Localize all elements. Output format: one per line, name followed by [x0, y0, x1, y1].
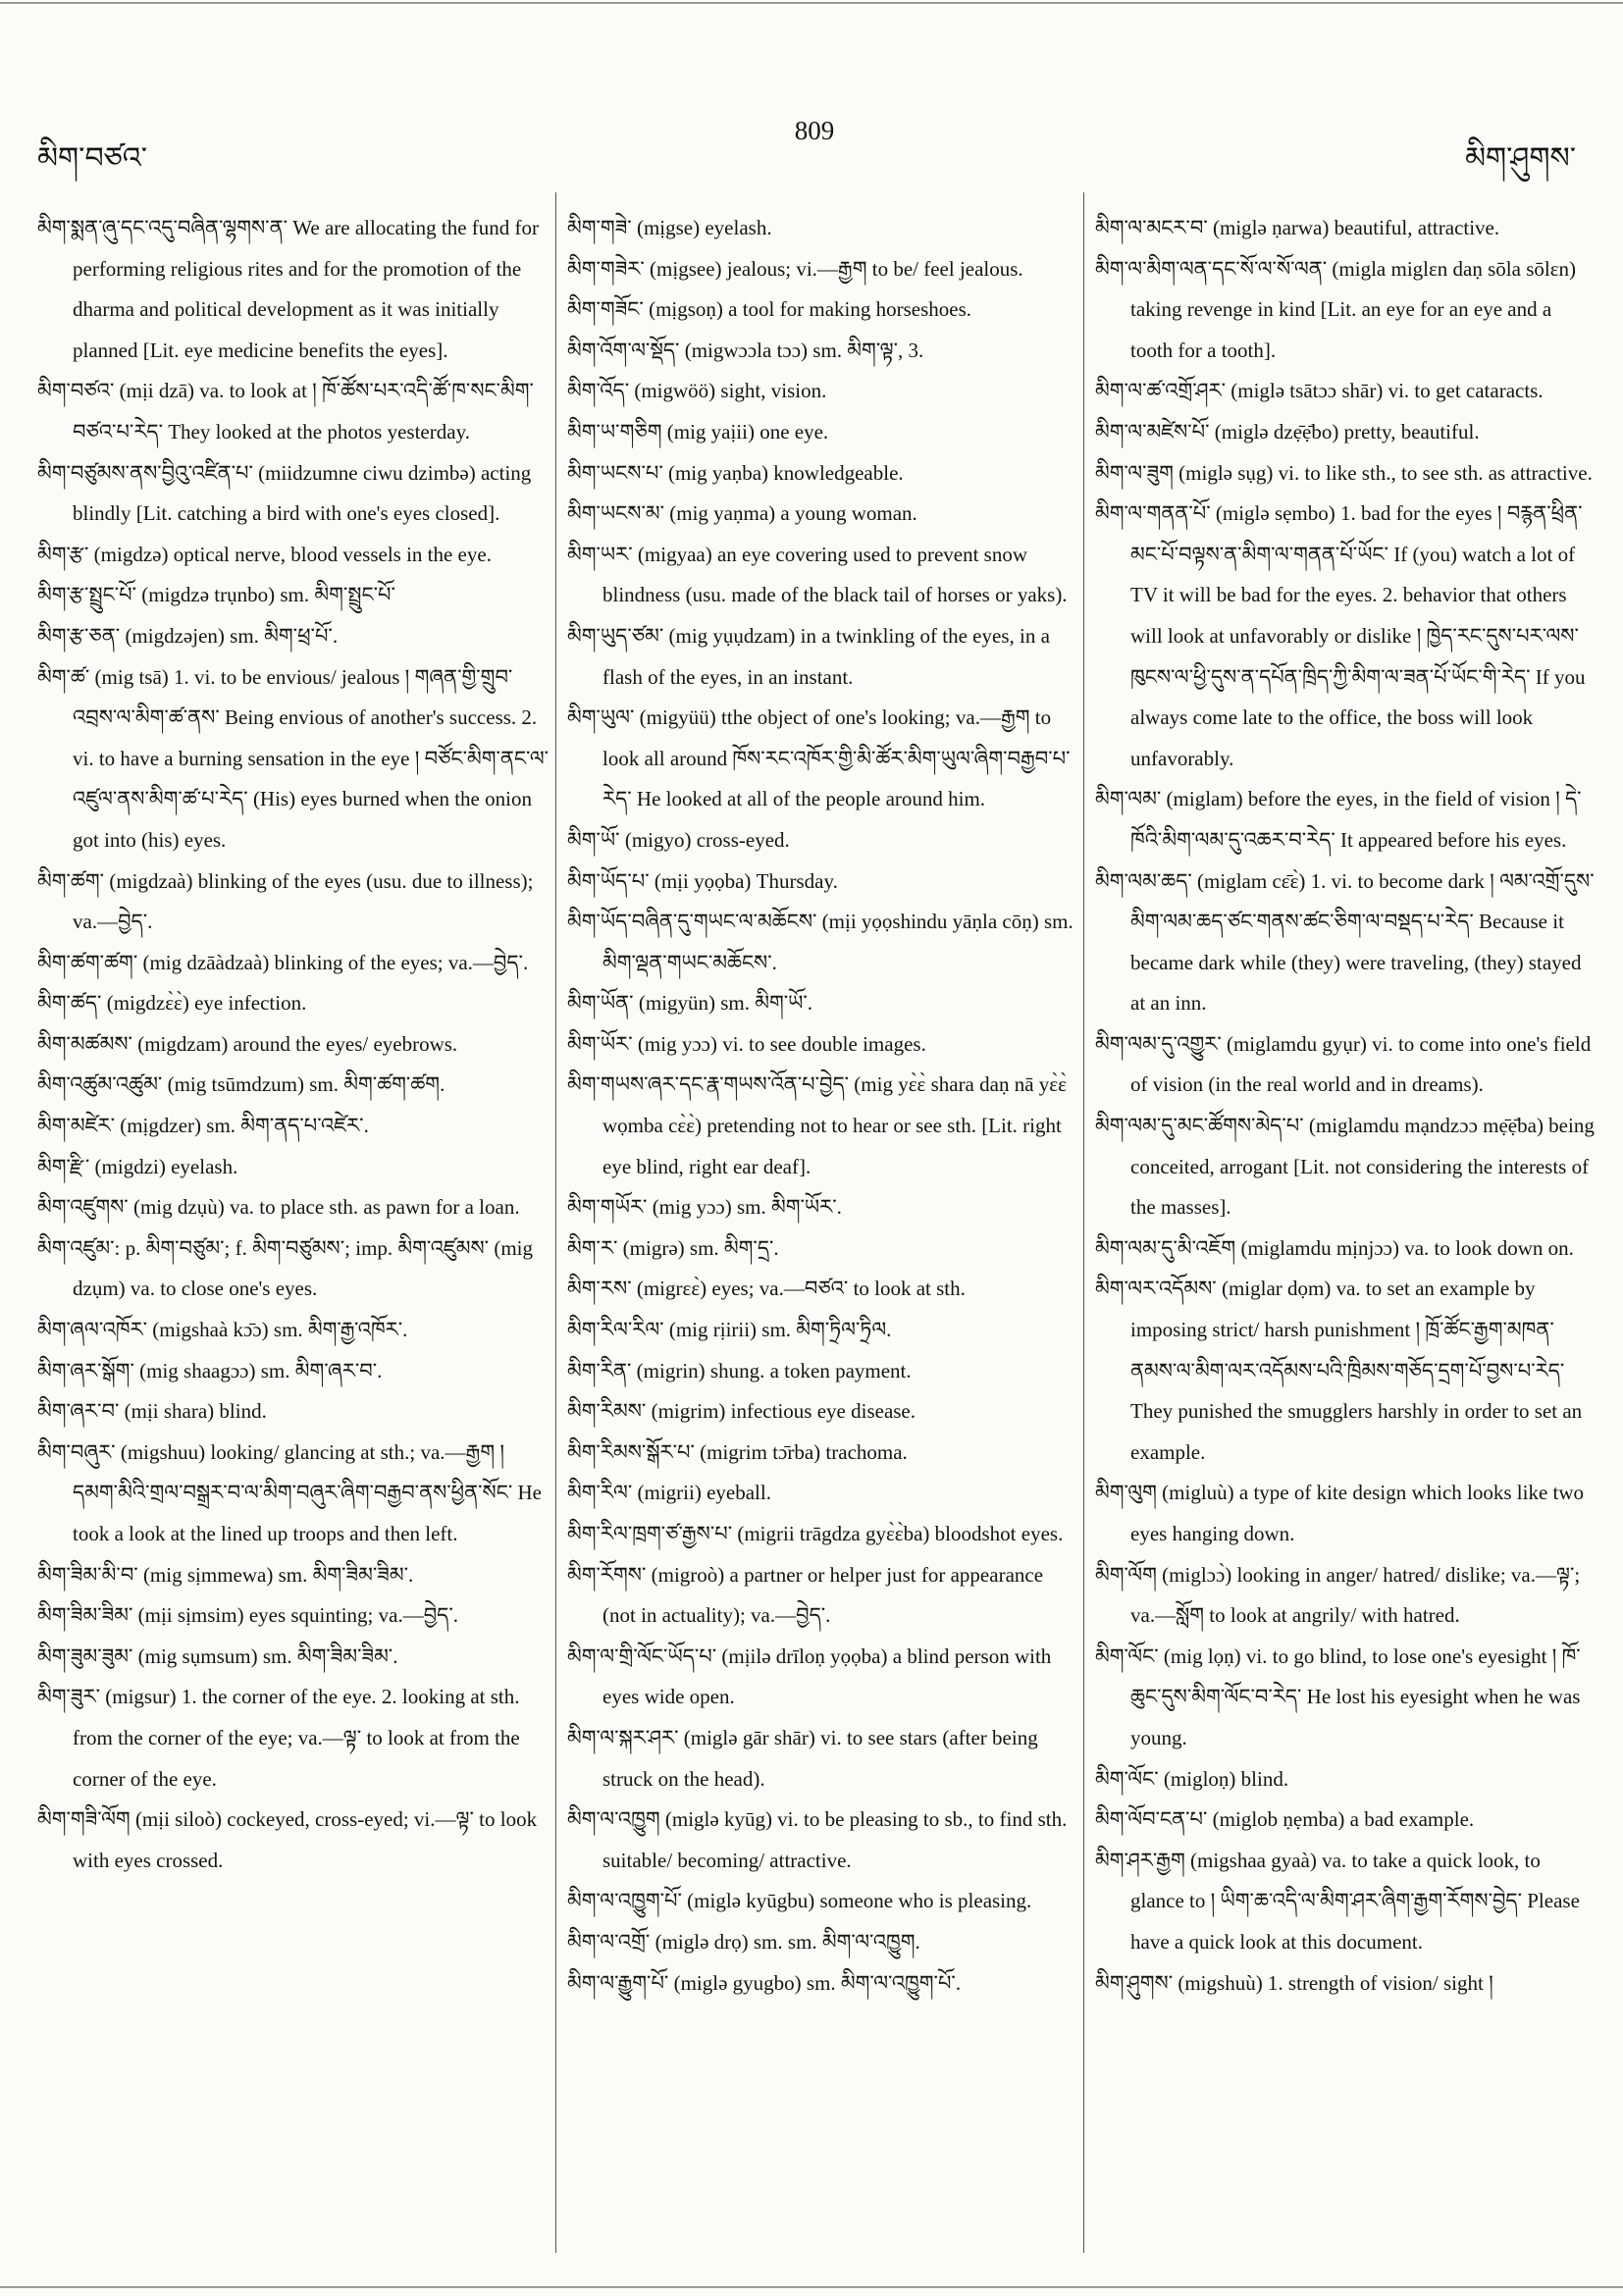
- dictionary-entry: མིག་རྩ་ (migdzə) optical nerve, blood vessels in the eye.: [37, 542, 492, 566]
- dictionary-entry: མིག་ལ་ཚ་འགྲོ་ཤར་ (miglə tsātɔɔ shār) vi. to get cataracts.: [1095, 379, 1544, 403]
- dictionary-entry: མིག་ཡོད་པ་ (mịi yọọba) Thursday.: [567, 868, 838, 893]
- dictionary-entry: མིག་ལ་ཟུག (miglə sụg) vi. to like sth., to see sth. as attractive.: [1095, 460, 1593, 485]
- dictionary-entry: མིག་ཚག་ཚག་ (mig dzāàdzaà) blinking of the eyes; va.—བྱེད་.: [37, 950, 529, 974]
- dictionary-entry: མིག་རིམས་ (migrim) infectious eye disease.: [567, 1399, 916, 1424]
- column-divider-left: [555, 192, 556, 2253]
- dictionary-entry: མིག་ལ་མིག་ལན་དང་སོ་ལ་སོ་ལན་ (migla miglɛn daṇ sōla sōlɛn) taking revenge in kind [Lit. an eye for an eye and a tooth for a tooth].: [1095, 256, 1577, 362]
- dictionary-entry: མིག་ཞར་བ་ (mịi shara) blind.: [37, 1399, 267, 1424]
- dictionary-entry: མིག་ཟུམ་ཟུམ་ (mig sụmsum) sm. མིག་ཟིམ་ཟིམ་.: [37, 1644, 398, 1668]
- dictionary-entry: མིག་ཟུར་ (migsur) 1. the corner of the eye. 2. looking at sth. from the corner of the eye; va.—ལྟ་ to look at from the corner of the eye.: [37, 1685, 520, 1791]
- dictionary-entry: མིག་ལ་འགྲོ་ (miglə drọ) sm. sm. མིག་ལ་འཁྱུག.: [567, 1929, 920, 1954]
- dictionary-entry: མིག་རིལ་རིལ་ (mig rịirii) sm. མིག་ཏྲིལ་ཏྲིལ.: [567, 1318, 892, 1342]
- dictionary-entry: མིག་རོགས་ (migroò) a partner or helper just for appearance (not in actuality); va.—བྱེད་.: [567, 1562, 1044, 1628]
- column-1: [37, 208, 551, 1881]
- dictionary-entry: མིག་གཟོང་ (mịgsoṇ) a tool for making horseshoes.: [567, 297, 972, 322]
- dictionary-entry: མིག་མཚམས་ (migdzam) around the eyes/ eyebrows.: [37, 1031, 458, 1056]
- dictionary-entry: མིག་གཟེ་ (mịgse) eyelash.: [567, 216, 772, 239]
- dictionary-entry: མིག་ཤར་རྒྱག (migshaa gyaà) va. to take a quick look, to glance to ། ཡིག་ཆ་འདི་ལ་མིག་ཤར་ཞིག་རྒྱག་རོགས་བྱེད་ Please have a quick look at this document.: [1095, 1848, 1580, 1954]
- dictionary-entry: མིག་རིལ་ (migrii) eyeball.: [567, 1481, 771, 1505]
- dictionary-entry: མིག་ཚག་ (migdzaà) blinking of the eyes (usu. due to illness); va.—བྱེད་.: [37, 868, 534, 934]
- left-running-head: མིག་བཙའ་: [37, 142, 147, 175]
- dictionary-entry: མིག་རིན་ (migrin) shung. a token payment.: [567, 1358, 912, 1383]
- column-2: [567, 208, 1079, 2004]
- dictionary-entry: མིག་ལ་འཁྱུག (miglə kyūg) vi. to be pleasing to sb., to find sth. suitable/ becoming/ attractive.: [567, 1807, 1068, 1872]
- scan-top-edge: [0, 2, 1623, 4]
- dictionary-entry: མིག་ཡ་གཅིག (mig yaịii) one eye.: [567, 419, 829, 444]
- dictionary-entry: མིག་ཡུལ་ (migyüü) tthe object of one's looking; va.—རྒྱག to look all around ཁོས་རང་འཁོར་གྱི་མི་ཚོར་མིག་ཡུལ་ཞིག་བརྒྱབ་པ་རེད་ He looked at all of the people around him.: [567, 705, 1071, 811]
- dictionary-entry: མིག་ལོང་ (migloṇ) blind.: [1095, 1766, 1289, 1791]
- dictionary-entry: མིག་གཡས་ཞར་དང་རྣ་གཡས་འོན་པ་བྱེད་ (mig yɛ̀ɛ̀ shara daṇ nā yɛ̀ɛ̀ wọmba cɛ̀ɛ̀) pretending not to hear or see sth. [Lit. right eye blind, right ear deaf].: [567, 1072, 1067, 1178]
- dictionary-entry: མིག་རས་ (migrɛɛ̀) eyes; va.—བཙའ་ to look at sth.: [567, 1277, 966, 1301]
- dictionary-entry: མིག་ཚད་ (migdzɛ̀ɛ̀) eye infection.: [37, 991, 307, 1016]
- dictionary-entry: མིག་ལུག (migluù) a type of kite design which looks like two eyes hanging down.: [1095, 1481, 1585, 1545]
- dictionary-entry: མིག་ལམ་ (miglam) before the eyes, in the field of vision ། དེ་ཁོའི་མིག་ལམ་དུ་འཆར་བ་རེད་ It appeared before his eyes.: [1095, 787, 1582, 852]
- dictionary-entry: མིག་ལ་གནན་པོ་ (miglə sẹmbo) 1. bad for the eyes ། བརྙན་ཕྲིན་མང་པོ་བལྟས་ན་མིག་ལ་གནན་པོ་ཡོང་ If (you) watch a lot of TV it will be bad for the eyes. 2. behavior that others will look at unfavorably or dislike ། ཁྱེད་རང་དུས་པར་ལས་ཁུངས་ལ་ཕྱི་དུས་ན་དཔོན་ཁྲིད་ཀྱི་མིག་ལ་ཟན་པོ་ཡོང་གི་རེད་ If you always come late to the office, the boss will look unfavorably.: [1095, 501, 1586, 770]
- column-divider-right: [1083, 192, 1084, 2253]
- dictionary-entry: མིག་རྫི་ (migdzi) eyelash.: [37, 1154, 238, 1178]
- right-running-head: མིག་ཤུགས་: [1464, 142, 1576, 175]
- dictionary-entry: མིག་ལ་མངར་བ་ (miglə ṇarwa) beautiful, attractive.: [1095, 216, 1500, 239]
- dictionary-entry: མིག་ལོག (miglɔɔ̀) looking in anger/ hatred/ dislike; va.—ལྟ་; va.—སློག to look at angrily/ with hatred.: [1095, 1562, 1581, 1628]
- column-3: [1095, 208, 1597, 2004]
- dictionary-entry: མིག་ལ་རྒྱུག་པོ་ (miglə gyugbo) sm. མིག་ལ་འཁྱུག་པོ་.: [567, 1970, 962, 1995]
- dictionary-entry: མིག་འཛུགས་ (mig dzụù) va. to place sth. as pawn for a loan.: [37, 1195, 520, 1220]
- dictionary-entry: མིག་གཟི་ལོག (mịi siloò) cockeyed, cross-eyed; vi.—ལྟ་ to look with eyes crossed.: [37, 1807, 538, 1872]
- dictionary-entry: མིག་ཡུད་ཙམ་ (mig yụụdzam) in a twinkling of the eyes, in a flash of the eyes, in an instant.: [567, 623, 1050, 689]
- dictionary-entry: མིག་འཚུམ་འཚུམ་ (mig tsūmdzum) sm. མིག་ཚག་ཚག.: [37, 1072, 445, 1097]
- dictionary-entry: མིག་ལོབ་ངན་པ་ (miglob ṇẹmba) a bad example.: [1095, 1807, 1475, 1832]
- dictionary-entry: མིག་ཡངས་མ་ (mig yaṇma) a young woman.: [567, 501, 917, 526]
- dictionary-entry: མིག་ལ་མཛེས་པོ་ (miglə dzẹ̄ẹ̄bo) pretty, beautiful.: [1095, 419, 1480, 444]
- dictionary-entry: མིག་ལམ་དུ་འགྱུར་ (miglamdu gyụr) vi. to come into one's field of vision (in the real world and in dreams).: [1095, 1031, 1592, 1097]
- dictionary-entry: མིག་ཚ་ (mig tsā) 1. vi. to be envious/ jealous ། གཞན་གྱི་གྲུབ་འབྲས་ལ་མིག་ཚ་ནས་ Being envious of another's success. 2. vi. to have a burning sensation in the eye ། བཙོང་མིག་ནང་ལ་འཛུལ་ནས་མིག་ཚ་པ་རེད་ (His) eyes burned when the onion got into (his) eyes.: [37, 664, 550, 852]
- dictionary-entry: མིག་ཤུགས་ (migshuù) 1. strength of vision/ sight །: [1095, 1970, 1493, 1995]
- dictionary-entry: མིག་མཛེར་ (mịgdzer) sm. མིག་ནད་པ་འཛེར་.: [37, 1114, 369, 1138]
- dictionary-entry: མིག་བཙུམས་ནས་བྱིའུ་འཛིན་པ་ (miidzumne ciwu dzimbə) acting blindly [Lit. catching a bird with one's eyes closed].: [37, 460, 532, 526]
- dictionary-entry: མིག་རིལ་ཁྲག་ཙ་རྒྱས་པ་ (migrii trāgdza gyɛ̀ɛ̀ba) bloodshot eyes.: [567, 1522, 1064, 1545]
- dictionary-entry: མིག་ར་ (migrə) sm. མིག་དྲ་.: [567, 1235, 779, 1260]
- dictionary-entry: མིག་ཡོར་ (mig yɔɔ) vi. to see double images.: [567, 1031, 926, 1056]
- dictionary-entry: མིག་ཡོན་ (migyün) sm. མིག་ཡོ་.: [567, 991, 813, 1016]
- dictionary-entry: མིག་ཡོད་བཞིན་དུ་གཡང་ལ་མཆོངས་ (mịi yọọshindu yāṇla cōṇ) sm. མིག་ལྡན་གཡང་མཆོངས་.: [567, 910, 1073, 974]
- dictionary-entry: མིག་ལ་འཁྱུག་པོ་ (miglə kyūgbu) someone who is pleasing.: [567, 1889, 1032, 1913]
- dictionary-entry: མིག་ཡར་ (migyaa) an eye covering used to prevent snow blindness (usu. made of the black tail of horses or yaks).: [567, 542, 1068, 607]
- dictionary-entry: མིག་ལམ་དུ་མི་འཇོག (miglamdu mịnjɔɔ) va. to look down on.: [1095, 1235, 1574, 1260]
- dictionary-entry: མིག་ཟིམ་ཟིམ་ (mịi sịmsim) eyes squinting; va.—བྱེད་.: [37, 1603, 458, 1628]
- dictionary-entry: མིག་ལ་སྐར་ཤར་ (miglə gār shār) vi. to see stars (after being struck on the head).: [567, 1725, 1038, 1791]
- page-number: 809: [794, 116, 835, 145]
- dictionary-entry: མིག་རྩ་སྤྲུང་པོ་ (migdzə trụnbo) sm. མིག་སྤྲུང་པོ་: [37, 583, 395, 607]
- dictionary-entry: མིག་ལར་འདོམས་ (miglar dọm) va. to set an example by imposing strict/ harsh punishment ། ཁྲོ་ཚོང་རྒྱག་མཁན་ནམས་ལ་མིག་ལར་འདོམས་པའི་ཁྲིམས་གཅོད་དྲག་པོ་བྱས་པ་རེད་ They punished the smugglers harshly in order to set an example.: [1095, 1277, 1583, 1464]
- dictionary-entry: མིག་གཟེར་ (mịgsee) jealous; vi.—རྒྱག to be/ feel jealous.: [567, 256, 1023, 281]
- dictionary-entry: མིག་ཡོ་ (migyo) cross-eyed.: [567, 827, 790, 852]
- dictionary-entry: མིག་ཟིམ་མི་བ་ (mig sịmmewa) sm. མིག་ཟིམ་ཟིམ་.: [37, 1562, 414, 1587]
- dictionary-entry: མིག་ལ་གྲི་ལོང་ཡོད་པ་ (mịilə drīloṇ yọọba) a blind person with eyes wide open.: [567, 1644, 1052, 1709]
- dictionary-entry: མིག་རྩ་ཅན་ (migdzəjen) sm. མིག་ཕྲ་པོ་.: [37, 623, 339, 648]
- dictionary-entry: མིག་ལམ་ཆད་ (miglam cɛ̄ɛ̀) 1. vi. to become dark ། ལམ་འགྲོ་དུས་མིག་ལམ་ཆད་ཙང་གནས་ཚང་ཅིག་ལ་བསྡད་པ་རེད་ Because it became dark while (they) were traveling, (they) stayed at an inn.: [1095, 868, 1595, 1016]
- scan-bottom-edge: [0, 2286, 1623, 2288]
- dictionary-entry: མིག་བཙའ་ (mịi dzā) va. to look at ། ཁོ་ཚོས་པར་འདི་ཚོ་ཁ་སང་མིག་བཙའ་པ་རེད་ They looked at the photos yesterday.: [37, 379, 534, 444]
- dictionary-entry: མིག་འོད་ (migwöö) sight, vision.: [567, 379, 827, 403]
- dictionary-entry: མིག་ཡངས་པ་ (mig yaṇba) knowledgeable.: [567, 460, 904, 485]
- dictionary-entry: མིག་གཡོར་ (mig yɔɔ) sm. མིག་ཡོར་.: [567, 1195, 842, 1220]
- dictionary-entry: མིག་འཛུམ་: p. མིག་བཙུམ་; f. མིག་བཙུམས་; imp. མིག་འཛུམས་ (mig dzụm) va. to close one's eyes.: [37, 1235, 533, 1301]
- dictionary-entry: མིག་ཞར་སྒོག་ (mig shaagɔɔ) sm. མིག་ཞར་བ་.: [37, 1358, 383, 1383]
- dictionary-entry: མིག་འོག་ལ་སྡོད་ (migwɔɔla tɔɔ) sm. མིག་ལྟ་, 3.: [567, 338, 924, 362]
- dictionary-entry: མིག་ལོང་ (mig lọṇ) vi. to go blind, to lose one's eyesight ། ཁོ་ཆུང་དུས་མིག་ལོང་བ་རེད་ He lost his eyesight when he was young.: [1095, 1644, 1581, 1749]
- dictionary-entry: མིག་རིམས་སྒོར་པ་ (migrim tɔ̄rba) trachoma.: [567, 1439, 908, 1464]
- dictionary-entry: མིག་ལམ་དུ་མང་ཚོགས་མེད་པ་ (miglamdu mạndzɔɔ mẹ̄ẹ̄ba) being conceited, arrogant [Lit. not considering the interests of the masses].: [1095, 1114, 1595, 1220]
- dictionary-entry: མིག་སྨན་ཞུ་དང་འདུ་བཞིན་ལྷགས་ན་ We are allocating the fund for performing religious rites and for the promotion of the dharma and political development as it was initially planned [Lit. eye medicine benefits the eyes].: [37, 216, 540, 362]
- dictionary-entry: མིག་བཞུར་ (migshuu) looking/ glancing at sth.; va.—རྒྱག ། དམག་མིའི་གྲལ་བསྒྲར་བ་ལ་མིག་བཞུར་ཞིག་བརྒྱབ་ནས་ཕྱིན་སོང་ He took a look at the lined up troops and then left.: [37, 1439, 542, 1545]
- dictionary-entry: མིག་ཞལ་འཁོར་ (migshaà kɔ̄ɔ) sm. མིག་རྒྱ་འཁོར་.: [37, 1318, 408, 1342]
